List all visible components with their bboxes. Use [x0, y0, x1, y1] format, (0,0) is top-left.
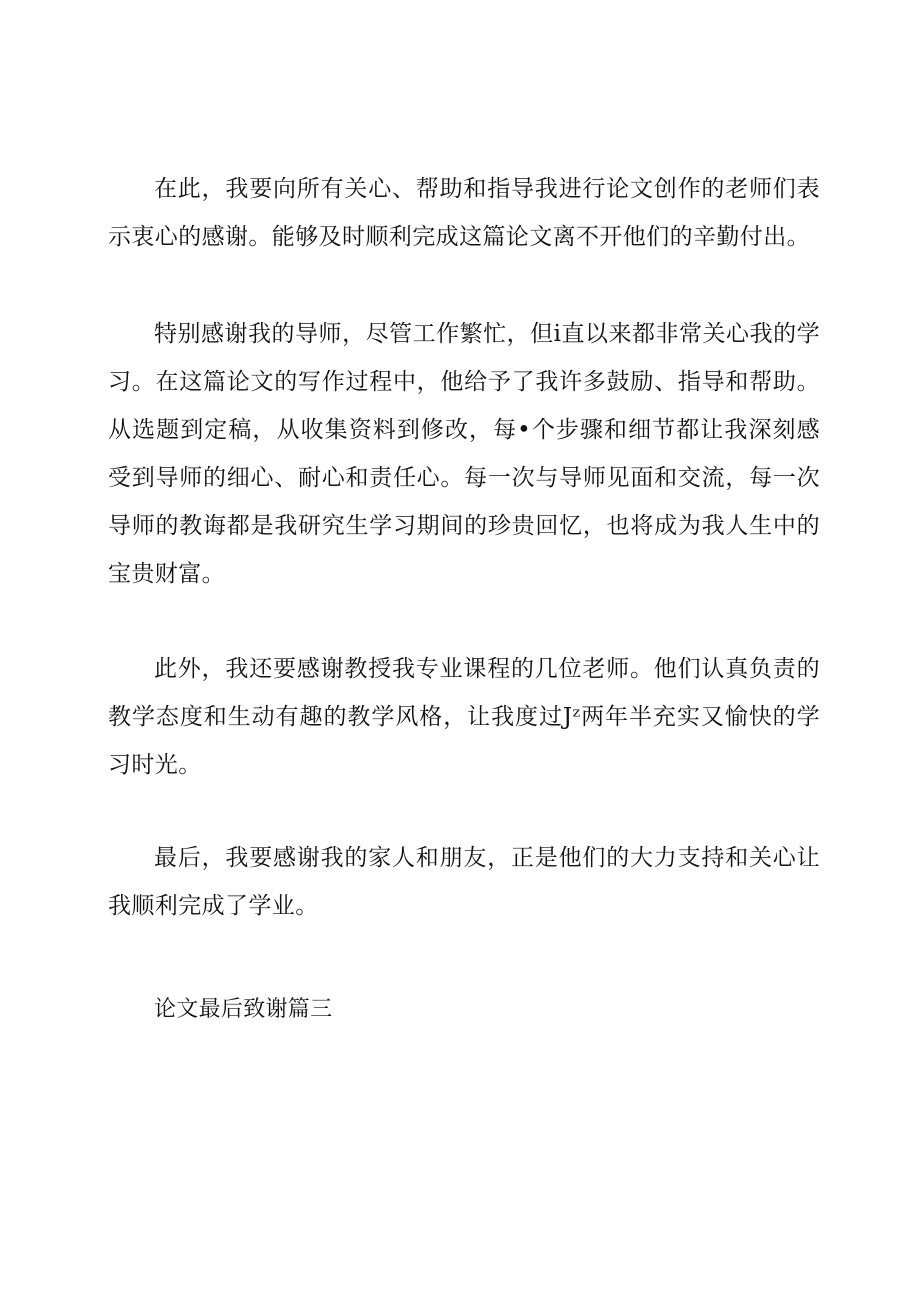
paragraph-thanks-professors: 此外，我还要感谢教授我专业课程的几位老师。他们认真负责的教学态度和生动有趣的教学风格，让我度过Jᶻ两年半充实又愉快的学习时光。 [108, 656, 820, 778]
paragraph-thanks-family: 最后，我要感谢我的家人和朋友，正是他们的大力支持和关心让我顺利完成了学业。 [108, 845, 820, 919]
section-heading: 论文最后致谢篇三 [154, 997, 333, 1022]
paragraph-thanks-advisor: 特别感谢我的导师，尽管工作繁忙，但i直以来都非常关心我的学习。在这篇论文的写作过程中，他给予了我许多鼓励、指导和帮助。从选题到定稿，从收集资料到修改，每•个步骤和细节都让我深刻感受到导师的细心、耐心和责任心。每一次与导师见面和交流，每一次导师的教诲都是我研究生学习期间的珍贵回忆，也将成为我人生中的宝贵财富。 [108, 321, 820, 587]
paragraph-thanks-teachers: 在此，我要向所有关心、帮助和指导我进行论文创作的老师们表示衷心的感谢。能够及时顺利完成这篇论文离不开他们的辛勤付出。 [108, 176, 820, 250]
